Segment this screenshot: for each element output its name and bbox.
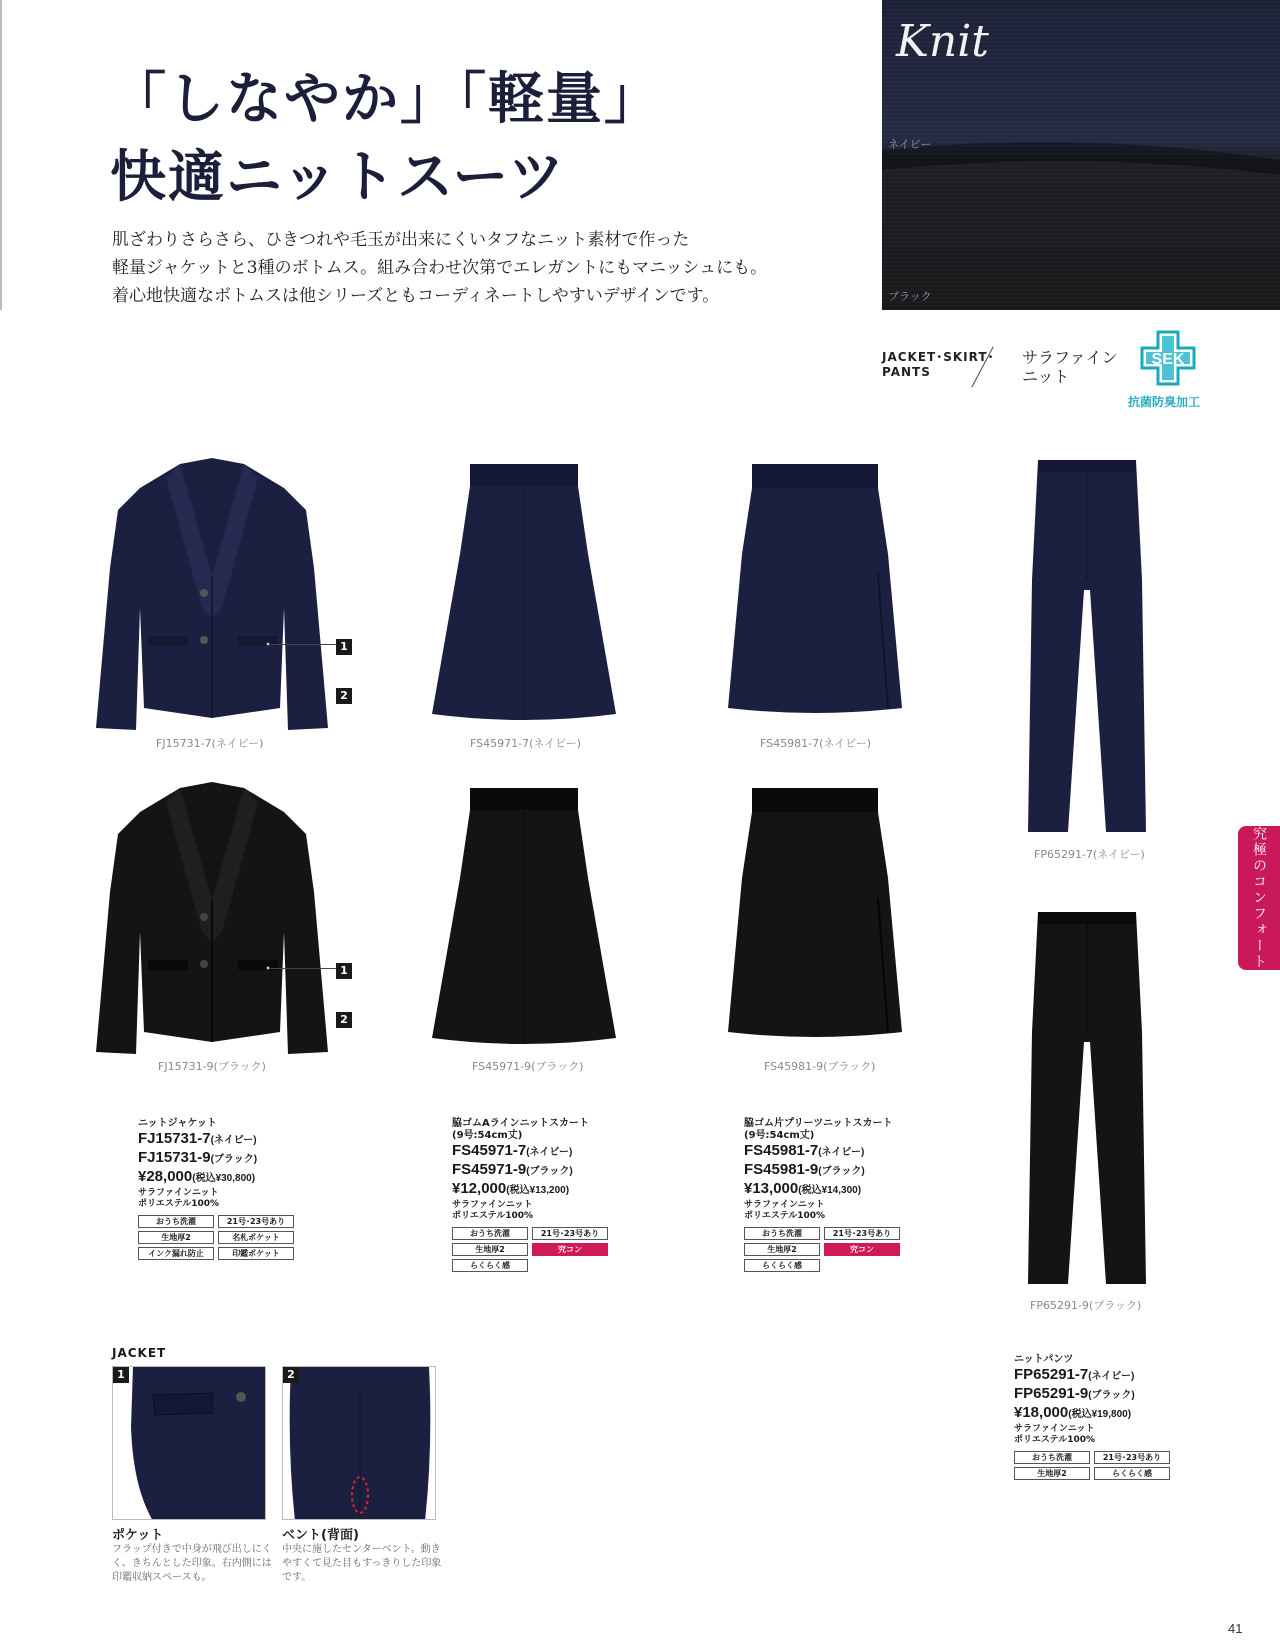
spec-pants-name: ニットパンツ bbox=[1014, 1354, 1074, 1365]
price-tax: (税込¥30,800) bbox=[192, 1173, 256, 1184]
code-value: FS45971-7 bbox=[452, 1142, 527, 1159]
lead-line-2: 軽量ジャケットと3種のボトムス。組み合わせ次第でエレガントにもマニッシュにも。 bbox=[112, 258, 768, 278]
detail-vent-title: ベント(背面) bbox=[282, 1528, 359, 1543]
code-color: (ネイビー) bbox=[1088, 1371, 1135, 1382]
pants-black-image bbox=[1028, 912, 1146, 1290]
spec-skirt-pleat-tags bbox=[744, 1227, 900, 1272]
detail-pocket-image bbox=[112, 1366, 266, 1520]
detail-heading: JACKET bbox=[112, 1346, 167, 1360]
spec-skirt-pleat-code-2 bbox=[744, 1161, 900, 1180]
detail-pocket-title: ポケット bbox=[112, 1528, 164, 1543]
code-color: (ネイビー) bbox=[210, 1135, 257, 1146]
code-color: (ブラック) bbox=[210, 1154, 258, 1165]
spec-skirt-aline-price bbox=[452, 1180, 608, 1199]
lead-paragraph bbox=[112, 226, 767, 310]
detail-pocket-badge: 1 bbox=[113, 1367, 129, 1383]
price-value: ¥28,000 bbox=[138, 1168, 193, 1185]
spec-pants-material-1: サラファインニット bbox=[1014, 1424, 1095, 1434]
tagline-en-line-1: JACKET･SKIRT･ bbox=[882, 350, 995, 364]
vent-closeup bbox=[283, 1367, 436, 1520]
spec-skirt-pleat-code-1 bbox=[744, 1142, 900, 1161]
code-color: (ネイビー) bbox=[818, 1147, 865, 1158]
code-value: FS45981-9 bbox=[744, 1161, 819, 1178]
skirt-aline-navy-image bbox=[432, 464, 616, 726]
spec-skirt-aline-name-2: (9号:54cm丈) bbox=[452, 1130, 523, 1141]
spec-skirt-pleat-name-1: 脇ゴム片プリーツニットスカート bbox=[744, 1118, 893, 1129]
tag: 印鑑ポケット bbox=[218, 1247, 294, 1260]
caption-pants-black: FP65291-9(ブラック) bbox=[1030, 1299, 1142, 1312]
spec-skirt-pleat-material-2: ポリエステル100% bbox=[744, 1211, 825, 1221]
caption-skirt-aline-black: FS45971-9(ブラック) bbox=[472, 1060, 584, 1073]
code-value: FP65291-9 bbox=[1014, 1385, 1089, 1402]
fabric-swatch bbox=[882, 0, 1280, 310]
tag: 生地厚2 bbox=[744, 1243, 820, 1256]
caption-skirt-pleat-black: FS45981-9(ブラック) bbox=[764, 1060, 876, 1073]
spec-jacket bbox=[138, 1118, 294, 1260]
spec-skirt-aline-code-2 bbox=[452, 1161, 608, 1180]
spec-pants-price bbox=[1014, 1404, 1170, 1423]
tag: おうち洗濯 bbox=[1014, 1451, 1090, 1464]
spec-skirt-pleat-name-2: (9号:54cm丈) bbox=[744, 1130, 815, 1141]
spec-pants-material-2: ポリエステル100% bbox=[1014, 1435, 1095, 1445]
code-color: (ブラック) bbox=[526, 1166, 573, 1177]
spec-pants bbox=[1014, 1354, 1170, 1480]
left-edge-rule bbox=[0, 0, 2, 310]
skirt-aline-black-image bbox=[432, 788, 616, 1050]
callout-badge-navy-1: 1 bbox=[336, 639, 352, 655]
spec-pants-code-1 bbox=[1014, 1366, 1170, 1385]
skirt-pleat-black-image bbox=[728, 788, 902, 1042]
lead-line-3: 着心地快適なボトムスは他シリーズともコーディネートしやすいデザインです。 bbox=[112, 286, 720, 306]
tag: 21号･23号あり bbox=[824, 1227, 900, 1240]
tagline-jp-line-2: ニット bbox=[1022, 367, 1070, 386]
spec-jacket-price bbox=[138, 1168, 294, 1187]
tag: おうち洗濯 bbox=[452, 1227, 528, 1240]
spec-pants-code-2 bbox=[1014, 1385, 1170, 1404]
tag: 21号･23号あり bbox=[218, 1215, 294, 1228]
sek-caption: 抗菌防臭加工 bbox=[1128, 395, 1201, 409]
caption-jacket-navy: FJ15731-7(ネイビー) bbox=[156, 737, 264, 750]
tag-highlight: 究コン bbox=[532, 1243, 608, 1256]
page-headline bbox=[110, 60, 662, 216]
page-number: 41 bbox=[1228, 1621, 1243, 1636]
detail-vent-image bbox=[282, 1366, 436, 1520]
code-value: FJ15731-7 bbox=[138, 1130, 211, 1147]
tag: インク漏れ防止 bbox=[138, 1247, 214, 1260]
spec-skirt-pleat-price bbox=[744, 1180, 900, 1199]
callout-badge-black-2: 2 bbox=[336, 1012, 352, 1028]
spec-skirt-pleat-material-1: サラファインニット bbox=[744, 1200, 825, 1210]
spec-jacket-tags bbox=[138, 1215, 294, 1260]
spec-skirt-aline-tags bbox=[452, 1227, 608, 1272]
spec-jacket-code-2 bbox=[138, 1149, 294, 1168]
callout-badge-black-1: 1 bbox=[336, 963, 352, 979]
spec-skirt-aline bbox=[452, 1118, 608, 1272]
callout-badge-navy-2: 2 bbox=[336, 688, 352, 704]
tag: 生地厚2 bbox=[452, 1243, 528, 1256]
code-color: (ネイビー) bbox=[526, 1147, 573, 1158]
code-color: (ブラック) bbox=[818, 1166, 865, 1177]
code-value: FJ15731-9 bbox=[138, 1149, 211, 1166]
skirt-pleat-navy-image bbox=[728, 464, 902, 718]
spec-skirt-aline-name-1: 脇ゴムAラインニットスカート bbox=[452, 1118, 589, 1129]
code-value: FS45971-9 bbox=[452, 1161, 527, 1178]
price-value: ¥18,000 bbox=[1014, 1404, 1069, 1421]
spec-jacket-name: ニットジャケット bbox=[138, 1118, 217, 1129]
price-value: ¥13,000 bbox=[744, 1180, 799, 1197]
code-value: FP65291-7 bbox=[1014, 1366, 1089, 1383]
tag: おうち洗濯 bbox=[744, 1227, 820, 1240]
jacket-black-image bbox=[88, 782, 336, 1064]
detail-vent-badge: 2 bbox=[283, 1367, 299, 1383]
detail-pocket-text: フラップ付きで中身が飛び出しにくく、きちんとした印象。右内側には印鑑収納スペースも。 bbox=[112, 1544, 272, 1583]
code-color: (ブラック) bbox=[1088, 1390, 1135, 1401]
headline-line-1: 「しなやか」「軽量」 bbox=[110, 66, 662, 132]
tag: らくらく感 bbox=[452, 1259, 528, 1272]
swatch-black-label: ブラック bbox=[888, 290, 932, 303]
caption-skirt-pleat-navy: FS45981-7(ネイビー) bbox=[760, 737, 871, 750]
swatch-navy-label: ネイビー bbox=[888, 138, 932, 151]
side-tab-category: 究極のコンフォート bbox=[1238, 826, 1280, 970]
tag-highlight: 究コン bbox=[824, 1243, 900, 1256]
price-tax: (税込¥19,800) bbox=[1068, 1409, 1132, 1420]
spec-jacket-code-1 bbox=[138, 1130, 294, 1149]
caption-skirt-aline-navy: FS45971-7(ネイビー) bbox=[470, 737, 581, 750]
spec-jacket-material-1: サラファインニット bbox=[138, 1188, 219, 1198]
spec-pants-tags bbox=[1014, 1451, 1170, 1480]
sek-text: SEK bbox=[1151, 351, 1185, 368]
tag: 生地厚2 bbox=[138, 1231, 214, 1244]
tag: 名札ポケット bbox=[218, 1231, 294, 1244]
caption-jacket-black: FJ15731-9(ブラック) bbox=[158, 1060, 266, 1073]
spec-jacket-material-2: ポリエステル100% bbox=[138, 1199, 219, 1209]
callout-line-navy-1 bbox=[270, 644, 336, 645]
tag: 21号･23号あり bbox=[1094, 1451, 1170, 1464]
tag: 21号･23号あり bbox=[532, 1227, 608, 1240]
tag: らくらく感 bbox=[744, 1259, 820, 1272]
spec-skirt-aline-material-1: サラファインニット bbox=[452, 1200, 533, 1210]
callout-line-black-1 bbox=[270, 968, 336, 969]
code-value: FS45981-7 bbox=[744, 1142, 819, 1159]
spec-skirt-aline-material-2: ポリエステル100% bbox=[452, 1211, 533, 1221]
price-tax: (税込¥13,200) bbox=[506, 1185, 570, 1196]
tag: 生地厚2 bbox=[1014, 1467, 1090, 1480]
pocket-closeup bbox=[113, 1367, 266, 1520]
detail-vent-text: 中央に施したセンターベント。動きやすくて見た目もすっきりした印象です。 bbox=[282, 1544, 442, 1583]
tag: おうち洗濯 bbox=[138, 1215, 214, 1228]
tagline-jp-line-1: サラファイン bbox=[1022, 348, 1118, 367]
tag: らくらく感 bbox=[1094, 1467, 1170, 1480]
spec-skirt-aline-code-1 bbox=[452, 1142, 608, 1161]
caption-pants-navy: FP65291-7(ネイビー) bbox=[1034, 848, 1145, 861]
knit-script-label: Knit bbox=[896, 16, 989, 67]
sek-cross-icon bbox=[1140, 330, 1196, 386]
price-tax: (税込¥14,300) bbox=[798, 1185, 862, 1196]
headline-line-2: 快適ニットスーツ bbox=[110, 144, 567, 210]
price-value: ¥12,000 bbox=[452, 1180, 507, 1197]
lead-line-1: 肌ざわりさらさら、ひきつれや毛玉が出来にくいタフなニット素材で作った bbox=[112, 230, 690, 250]
jacket-navy-image bbox=[88, 458, 336, 740]
pants-navy-image bbox=[1028, 460, 1146, 838]
tagline-japanese bbox=[1022, 348, 1118, 386]
tagline-en-line-2: PANTS bbox=[882, 365, 931, 379]
spec-skirt-pleat bbox=[744, 1118, 900, 1272]
